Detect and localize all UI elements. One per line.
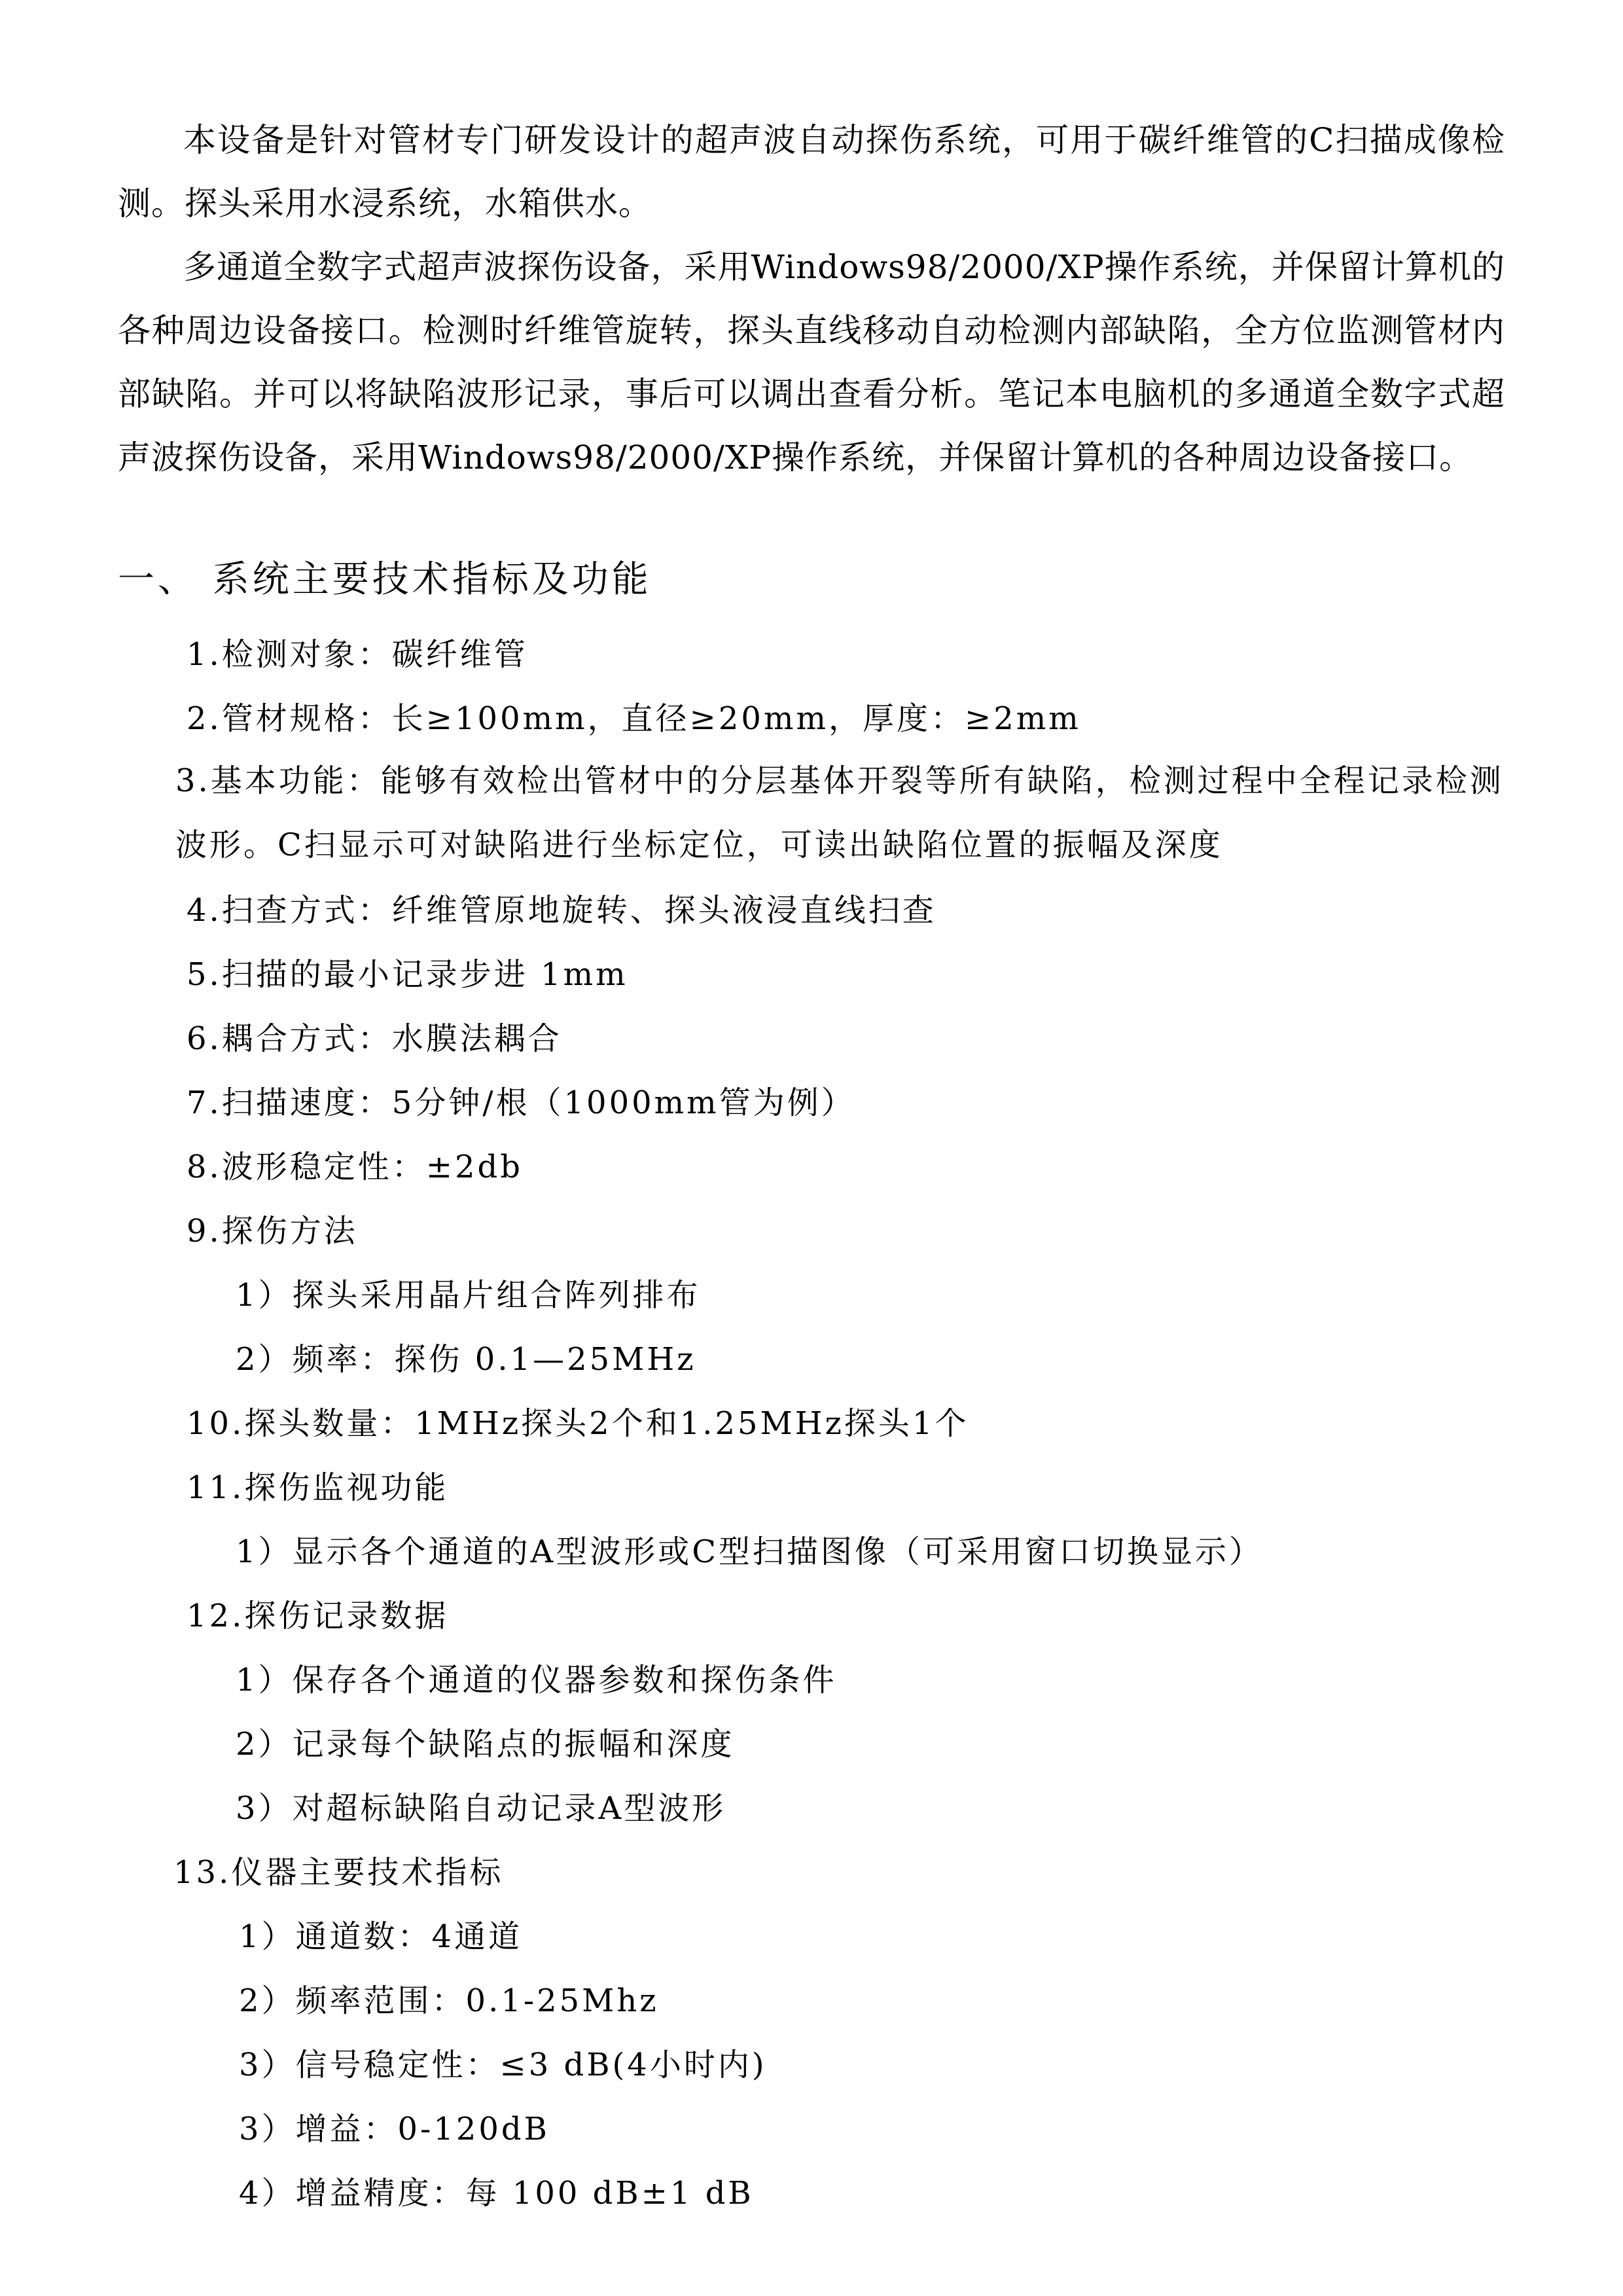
spec-item-instrument-specs: 13.仪器主要技术指标 [173,1854,504,1891]
spec-item-pipe-spec: 2.管材规格：长≥100mm，直径≥20mm，厚度：≥2mm [187,700,1081,737]
spec-item-basic-function: 3.基本功能：能够有效检出管材中的分层基体开裂等所有缺陷，检测过程中全程记录检测波形。C扫显示可对缺陷进行坐标定位，可读出缺陷位置的振幅及深度 [175,762,1504,863]
spec-subitem-display: 1）显示各个通道的A型波形或C型扫描图像（可采用窗口切换显示） [236,1534,1263,1570]
section-heading: 一、 系统主要技术指标及功能 [118,558,652,601]
spec-item-method: 9.探伤方法 [187,1213,358,1249]
spec-subitem-record-defects: 2）记录每个缺陷点的振幅和深度 [236,1726,735,1763]
spec-subitem-frequency: 2）频率：探伤 0.1—25MHz [236,1341,696,1378]
spec-subitem-probe-array: 1）探头采用晶片组合阵列排布 [236,1277,701,1314]
spec-subitem-gain: 3）增益：0-120dB [239,2111,550,2147]
spec-item-coupling: 6.耦合方式：水膜法耦合 [187,1020,562,1057]
spec-item-min-step: 5.扫描的最小记录步进 1mm [187,956,628,993]
intro-paragraph-1: 本设备是针对管材专门研发设计的超声波自动探伤系统，可用于碳纤维管的C扫描成像检测。探头采用水浸系统，水箱供水。 [118,121,1505,223]
spec-subitem-channels: 1）通道数：4通道 [239,1918,523,1955]
spec-subitem-save-params: 1）保存各个通道的仪器参数和探伤条件 [236,1662,837,1698]
spec-subitem-signal-stability: 3）信号稳定性：≤3 dB(4小时内) [239,2047,767,2083]
spec-item-monitor: 11.探伤监视功能 [187,1469,449,1506]
spec-item-inspection-object: 1.检测对象：碳纤维管 [187,636,528,673]
spec-item-probe-count: 10.探头数量：1MHz探头2个和1.25MHz探头1个 [187,1405,969,1442]
intro-paragraph-2: 多通道全数字式超声波探伤设备，采用Windows98/2000/XP操作系统，并保留计算机的各种周边设备接口。检测时纤维管旋转，探头直线移动自动检测内部缺陷，全方位监测管材内部缺陷。并可以将缺陷波形记录，事后可以调出查看分析。笔记本电脑机的多通道全数字式超声波探伤设备，采用Windows98/2000/XP操作系统，并保留计算机的各种周边设备接口。 [118,248,1505,476]
spec-item-scan-mode: 4.扫查方式：纤维管原地旋转、探头液浸直线扫查 [187,892,936,929]
spec-item-waveform-stability: 8.波形稳定性：±2db [187,1149,524,1185]
spec-subitem-gain-accuracy: 4）增益精度：每 100 dB±1 dB [239,2175,754,2212]
spec-item-scan-speed: 7.扫描速度：5分钟/根（1000mm管为例） [187,1085,855,1121]
spec-subitem-frequency-range: 2）频率范围：0.1-25Mhz [239,1982,659,2019]
spec-subitem-auto-record: 3）对超标缺陷自动记录A型波形 [236,1790,726,1827]
spec-item-record-data: 12.探伤记录数据 [187,1598,449,1634]
